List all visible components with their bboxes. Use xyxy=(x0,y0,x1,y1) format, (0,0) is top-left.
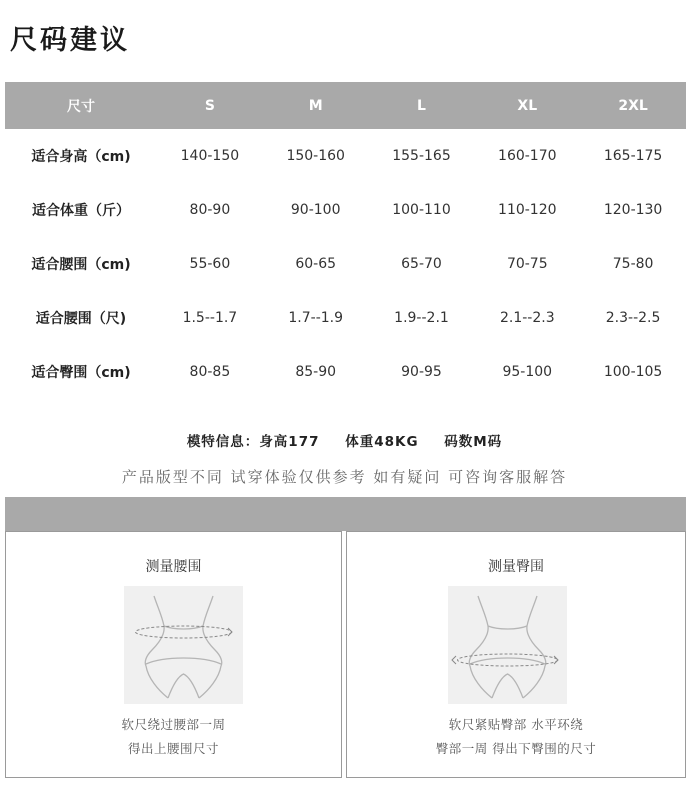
table-cell: 80-85 xyxy=(189,364,231,380)
table-cell: 65-70 xyxy=(401,256,442,272)
section-divider-bar xyxy=(5,497,686,531)
row-label-height: 适合身高（cm) xyxy=(31,149,131,165)
table-cell: 120-130 xyxy=(603,202,663,218)
table-header-row xyxy=(5,82,686,129)
fit-notice: 产品版型不同 试穿体验仅供参考 如有疑问 可咨询客服解答 xyxy=(121,468,568,486)
table-cell: 80-90 xyxy=(189,202,231,218)
table-cell: 150-160 xyxy=(286,148,345,164)
waist-illustration xyxy=(124,586,243,704)
model-info-label: 模特信息： xyxy=(186,434,260,450)
table-row xyxy=(5,345,686,399)
table-cell: 2.1--2.3 xyxy=(499,310,555,326)
table-cell: 160-170 xyxy=(498,148,557,164)
table-cell: 1.7--1.9 xyxy=(288,310,344,326)
waist-measure-panel xyxy=(5,531,342,778)
table-row xyxy=(5,237,686,291)
table-cell: 75-80 xyxy=(612,256,654,272)
hip-caption-line2: 臀部一周 得出下臀围的尺寸 xyxy=(435,741,597,756)
torso-waist-icon xyxy=(124,586,243,704)
model-info xyxy=(0,430,689,450)
model-weight: 体重48KG xyxy=(345,434,419,450)
table-cell: 55-60 xyxy=(189,256,231,272)
row-label-waist-cm: 适合腰围（cm) xyxy=(31,257,131,273)
table-cell: 2.3--2.5 xyxy=(605,310,661,326)
header-size-2xl: 2XL xyxy=(618,97,648,114)
size-table xyxy=(5,82,686,399)
torso-hip-icon xyxy=(448,586,567,704)
table-cell: 90-95 xyxy=(401,364,442,380)
hip-illustration xyxy=(448,586,567,704)
table-cell: 95-100 xyxy=(502,364,553,380)
table-cell: 165-175 xyxy=(603,148,663,164)
table-cell: 100-110 xyxy=(392,202,451,218)
header-size-label: 尺寸 xyxy=(67,98,95,115)
table-cell: 1.9--2.1 xyxy=(394,310,449,326)
table-row xyxy=(5,291,686,345)
model-height: 身高177 xyxy=(259,434,320,450)
row-label-weight: 适合体重（斤） xyxy=(32,203,130,219)
table-row xyxy=(5,183,686,237)
table-row xyxy=(5,129,686,183)
table-cell: 100-105 xyxy=(603,364,663,380)
waist-caption-line1: 软尺绕过腰部一周 xyxy=(121,717,226,732)
hip-caption-line1: 软尺紧贴臀部 水平环绕 xyxy=(448,717,584,732)
waist-caption-line2: 得出上腰围尺寸 xyxy=(127,741,219,756)
table-cell: 70-75 xyxy=(506,256,548,272)
header-size-m: M xyxy=(308,97,323,114)
table-cell: 155-165 xyxy=(392,148,451,164)
model-size: 码数M码 xyxy=(444,434,503,450)
row-label-waist-chi: 适合腰围（尺) xyxy=(35,311,127,327)
header-size-l: L xyxy=(417,97,426,114)
hip-measure-title: 测量臀围 xyxy=(488,559,544,575)
size-table-container xyxy=(5,82,686,399)
page-title: 尺码建议 xyxy=(10,25,130,56)
hip-measure-panel xyxy=(346,531,686,778)
header-size-xl: XL xyxy=(517,97,538,114)
table-cell: 110-120 xyxy=(498,202,557,218)
table-cell: 85-90 xyxy=(295,364,337,380)
waist-measure-title: 测量腰围 xyxy=(145,559,202,575)
row-label-hip: 适合臀围（cm) xyxy=(31,365,131,381)
table-cell: 1.5--1.7 xyxy=(182,310,238,326)
table-cell: 140-150 xyxy=(180,148,240,164)
table-cell: 60-65 xyxy=(295,256,337,272)
table-cell: 90-100 xyxy=(290,202,341,218)
header-size-s: S xyxy=(204,97,215,114)
